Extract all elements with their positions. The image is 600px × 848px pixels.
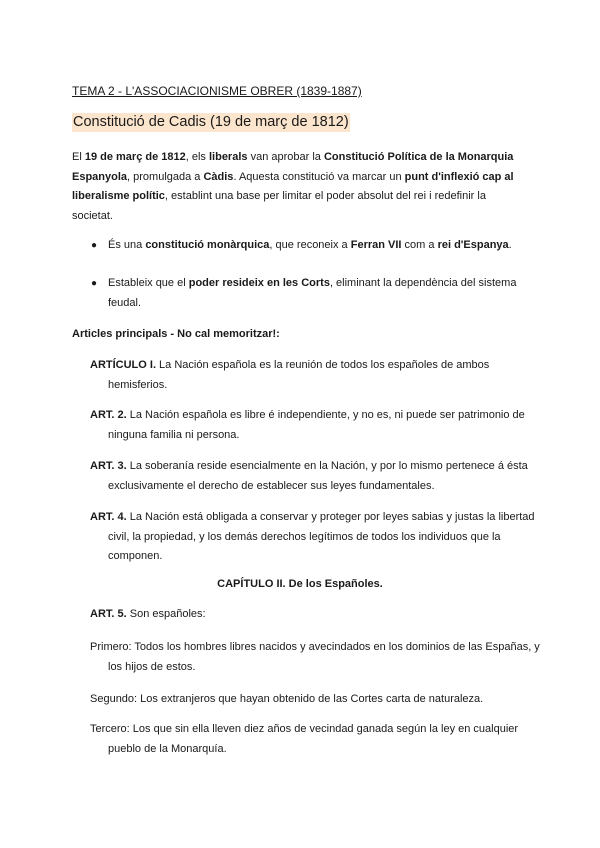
article-2: ART. 2. La Nación española es libre é independiente, y no es, ni puede ser patrimonio de ninguna familia ni persona.	[90, 409, 525, 441]
bullet-icon: ●	[91, 240, 98, 251]
article-4: ART. 4. La Nación está obligada a conservar y proteger por leyes sabias y justas la libertad civil, la propiedad, y los demás derechos legítimos de todos los individuos que la componen.	[90, 511, 535, 562]
bullet-item-corts: ● Estableix que el poder resideix en les Corts, eliminant la dependència del sistema feudal.	[108, 274, 528, 313]
bullet-item-monarquica: ● És una constitució monàrquica, que reconeix a Ferran VII com a rei d'Espanya.	[108, 236, 528, 256]
tema-title: TEMA 2 - L'ASSOCIACIONISME OBRER (1839-1887)	[72, 84, 362, 98]
subitem-primero: Primero: Todos los hombres libres nacidos y avecindados en los dominios de las Españas, y los hijos de estos.	[90, 641, 540, 673]
subitem-tercero: Tercero: Los que sin ella lleven diez años de vecindad ganada según la ley en cualquier pueblo de la Monarquía.	[90, 723, 519, 755]
bullet-icon: ●	[91, 278, 98, 289]
article-3: ART. 3. La soberanía reside esencialmente en la Nación, y por lo mismo pertenece á ésta exclusivamente el derecho de establecer sus leyes fundamentales.	[90, 460, 528, 492]
capitulo-heading: CAPÍTULO II. De los Españoles.	[217, 578, 383, 590]
article-1: ARTÍCULO I. La Nación española es la reunión de todos los españoles de ambos hemisferios.	[90, 359, 490, 391]
subitem-segundo: Segundo: Los extranjeros que hayan obtenido de las Cortes carta de naturaleza.	[90, 693, 484, 705]
article-5: ART. 5. Son españoles:	[90, 608, 206, 620]
articles-heading: Articles principals - No cal memoritzar!:	[72, 328, 280, 340]
intro-paragraph: El 19 de març de 1812, els liberals van aprobar la Constitució Política de la Monarquia Espanyola, promulgada a Càdis. Aquesta constitució va marcar un punt d'inflexió cap al liberalisme polític, establint una base per limitar el poder absolut del rei i redefinir la societat.	[72, 151, 514, 222]
section-title: Constitució de Cadis (19 de març de 1812)	[73, 114, 349, 130]
